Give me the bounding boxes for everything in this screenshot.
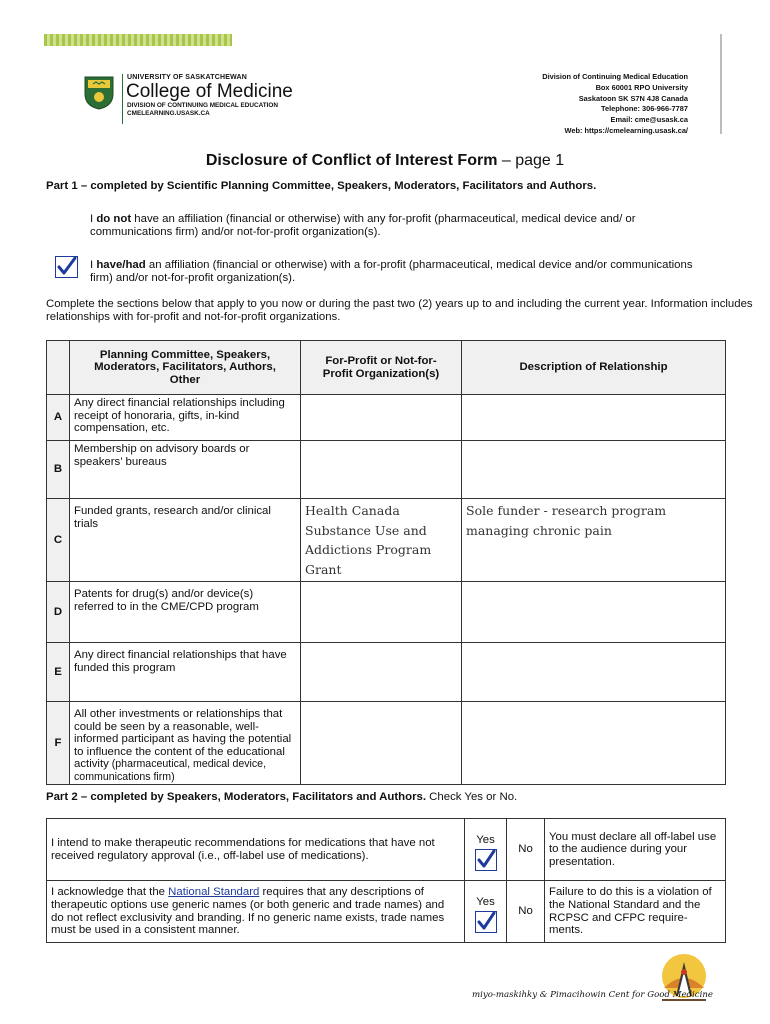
organization-field[interactable]: [301, 582, 462, 643]
header-relationship: Description of Relationship: [462, 341, 726, 395]
no-option[interactable]: No: [507, 881, 545, 943]
contact-email[interactable]: Email: cme@usask.ca: [610, 115, 688, 125]
note: Failure to do this is a violation of the National Standard and the RCPSC and CFPC require-ments.: [545, 881, 726, 943]
part2-heading-rest: Check Yes or No.: [426, 791, 518, 803]
statement-text: I acknowledge that the: [51, 886, 169, 899]
row-letter: D: [47, 582, 70, 643]
relationship-field[interactable]: [462, 441, 726, 499]
table-row: [47, 582, 726, 643]
organization-field[interactable]: [301, 643, 462, 702]
organization-field[interactable]: Health Canada Substance Use and Addictions Program Grant: [301, 499, 462, 582]
row-letter: E: [47, 643, 70, 702]
relationship-field[interactable]: [462, 395, 726, 441]
affiliation-checkbox[interactable]: [55, 256, 78, 278]
university-name: UNIVERSITY OF SASKATCHEWAN: [127, 74, 248, 81]
disclosure-table: [46, 340, 726, 785]
table-row: [47, 395, 726, 441]
contact-block: [542, 72, 688, 137]
header-stripe: [44, 34, 232, 46]
form-title-page: page 1: [515, 152, 565, 169]
statement: [47, 881, 465, 943]
statement-text: requires that any descriptions of therapeutic options use generic names (or both generic and trade names) and do not reflect exclusivity and branding. If no generic name exists, trade names must be used in a consistent manner.: [51, 886, 445, 937]
row-label-note: (pharmaceutical, medical device, communications firm): [74, 758, 267, 783]
option-no-affiliation[interactable]: [90, 213, 700, 239]
table-row: [47, 881, 726, 943]
logo-divider: [122, 74, 123, 124]
college-name: College of Medicine: [126, 81, 293, 102]
table-row: [47, 499, 726, 582]
contact-line: Division of Continuing Medical Education: [542, 72, 688, 81]
header-organization: For-Profit or Not-for-Profit Organization(s): [301, 341, 462, 395]
footer-slogan: miyo-maskihky & Pimacihowin Cent for Good Medicine: [472, 990, 713, 1000]
checkmark-icon: [476, 850, 496, 870]
organization-field[interactable]: [301, 441, 462, 499]
contact-line: Box 60001 RPO University: [595, 82, 688, 92]
option-text: an affiliation (financial or otherwise) with a for-profit (pharmaceutical, medical device and/or communications firm) and/or not-for-profit organization(s).: [90, 259, 693, 284]
header-category: Planning Committee, Speakers, Moderators, Facilitators, Authors, Other: [70, 341, 301, 395]
note: You must declare all off-label use to the audience during your presentation.: [545, 819, 726, 881]
row-label: Any direct financial relationships including receipt of honoraria, gifts, in-kind compensation, etc.: [70, 395, 301, 441]
cme-link[interactable]: CMELEARNING.USASK.CA: [127, 110, 210, 117]
contact-line: Saskatoon SK S7N 4J8 Canada: [578, 93, 688, 103]
statement: I intend to make therapeutic recommendations for medications that have not received regulatory approval (i.e., off-label use of medications).: [47, 819, 465, 881]
row-letter: A: [47, 395, 70, 441]
part2-heading-bold: Part 2 – completed by Speakers, Moderators, Facilitators and Authors.: [46, 791, 427, 803]
table-row: [47, 441, 726, 499]
no-option[interactable]: No: [507, 819, 545, 881]
good-medicine-logo-icon: [656, 948, 712, 1012]
checkmark-icon: [476, 912, 496, 932]
row-label: Patents for drug(s) and/or device(s) referred to in the CME/CPD program: [70, 582, 301, 643]
form-title-main: Disclosure of Conflict of Interest Form: [205, 152, 498, 169]
part1-instructions: Complete the sections below that apply to you now or during the past two (2) years up to and including the current year. Information includes relationships with for-profit and not-for-profit organizations.: [46, 298, 753, 323]
row-letter: B: [47, 441, 70, 499]
relationship-field[interactable]: [462, 582, 726, 643]
checkmark-icon: [56, 257, 77, 277]
row-label: Membership on advisory boards or speakers’ bureaus: [70, 441, 301, 499]
header-divider: [720, 34, 722, 134]
header-letter-cell: [47, 341, 70, 395]
option-has-affiliation[interactable]: [90, 259, 700, 285]
yes-checkbox[interactable]: [475, 911, 497, 933]
table-row: [47, 702, 726, 785]
relationship-field[interactable]: Sole funder - research program managing chronic pain: [462, 499, 726, 582]
university-shield-icon: [84, 76, 114, 110]
table-header-row: [47, 341, 726, 395]
organization-field[interactable]: [301, 702, 462, 785]
national-standard-link[interactable]: National Standard: [168, 886, 260, 899]
contact-web[interactable]: Web: https://cmelearning.usask.ca/: [564, 125, 688, 135]
option-emphasis: do not: [96, 213, 132, 225]
yes-checkbox[interactable]: [475, 849, 497, 871]
row-letter: F: [47, 702, 70, 785]
yes-label: Yes: [476, 834, 495, 847]
yes-option[interactable]: [465, 819, 507, 881]
row-label: Any direct financial relationships that have funded this program: [70, 643, 301, 702]
option-text: have an affiliation (financial or otherwise) with any for-profit (pharmaceutical, medical device and/ or communications firm) and/or not-for-profit organization(s).: [90, 213, 636, 238]
title-dash: –: [497, 152, 516, 169]
row-label-cell: [70, 702, 301, 785]
table-row: [47, 643, 726, 702]
row-label: All other investments or relationships that could be seen by a reasonable, well-informed participant as having the potential to influence the content of the educational activity: [74, 708, 292, 771]
form-title: [0, 152, 770, 170]
row-label: Funded grants, research and/or clinical trials: [70, 499, 301, 582]
division-name: DIVISION OF CONTINUING MEDICAL EDUCATION: [127, 102, 279, 109]
organization-field[interactable]: [301, 395, 462, 441]
option-text: I: [90, 213, 97, 225]
part2-table: [46, 818, 726, 943]
part2-heading: [46, 791, 517, 803]
yes-label: Yes: [476, 896, 495, 909]
yes-option[interactable]: [465, 881, 507, 943]
contact-line: Telephone: 306-966-7787: [601, 104, 688, 114]
part1-heading: Part 1 – completed by Scientific Planning Committee, Speakers, Moderators, Facilitators and Authors.: [46, 180, 597, 192]
table-row: [47, 819, 726, 881]
option-emphasis: have/had: [96, 259, 146, 271]
relationship-field[interactable]: [462, 702, 726, 785]
row-letter: C: [47, 499, 70, 582]
relationship-field[interactable]: [462, 643, 726, 702]
option-text: I: [90, 259, 97, 271]
